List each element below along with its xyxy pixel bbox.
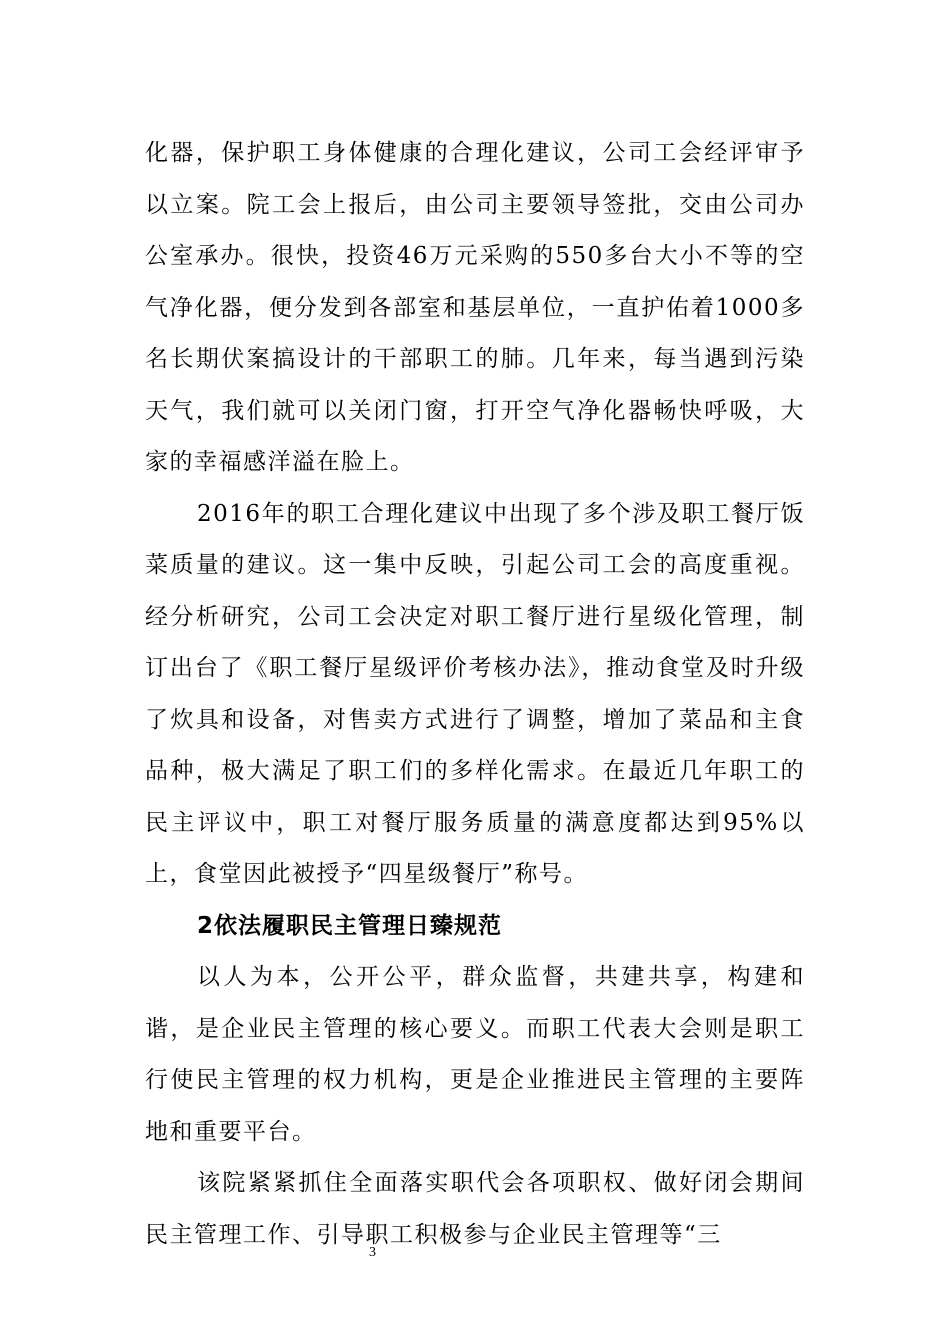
paragraph-1: 化器，保护职工身体健康的合理化建议，公司工会经评审予以立案。院工会上报后，由公司主要领导签批，交由公司办公室承办。很快，投资46万元采购的550多台大小不等的空气净化器，便分发到各部室和基层单位，一直护佑着1000多名长期伏案搞设计的干部职工的肺。几年来，每当遇到污染天气，我们就可以关闭门窗，打开空气净化器畅快呼吸，大家的幸福感洋溢在脸上。	[145, 140, 805, 475]
body-text	[145, 128, 805, 1261]
paragraph-4: 该院紧紧抓住全面落实职代会各项职权、做好闭会期间民主管理工作、引导职工积极参与企业民主管理等“三	[145, 1170, 805, 1248]
paragraph-2: 2016年的职工合理化建议中出现了多个涉及职工餐厅饭菜质量的建议。这一集中反映，引起公司工会的高度重视。经分析研究，公司工会决定对职工餐厅进行星级化管理，制订出台了《职工餐厅星级评价考核办法》，推动食堂及时升级了炊具和设备，对售卖方式进行了调整，增加了菜品和主食品种，极大满足了职工们的多样化需求。在最近几年职工的民主评议中，职工对餐厅服务质量的满意度都达到95%以上，食堂因此被授予“四星级餐厅”称号。	[145, 500, 805, 887]
page-number: 3	[369, 1245, 376, 1260]
paragraph-3: 以人为本，公开公平，群众监督，共建共享，构建和谐，是企业民主管理的核心要义。而职工代表大会则是职工行使民主管理的权力机构，更是企业推进民主管理的主要阵地和重要平台。	[145, 964, 805, 1145]
section-heading: 2依法履职民主管理日臻规范	[197, 912, 503, 939]
